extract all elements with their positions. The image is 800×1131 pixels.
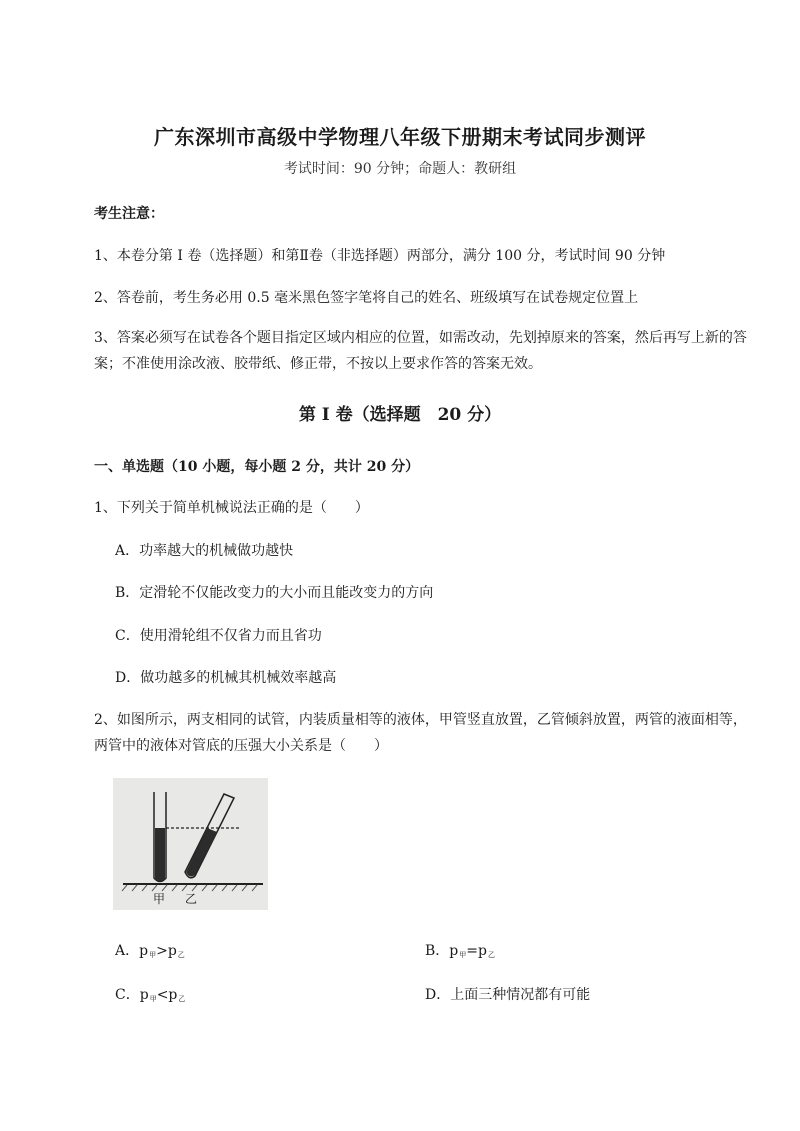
exam-info: 考试时间：90 分钟；命题人：教研组 bbox=[283, 161, 517, 177]
q2-option-d: D．上面三种情况都有可能 bbox=[425, 987, 591, 1003]
label-yi: 乙 bbox=[185, 892, 198, 906]
notice-item-3: 3、答案必须写在试卷各个题目指定区域内相应的位置，如需改动，先划掉原来的答案，然后再写上新的答案；不准使用涂改液、胶带纸、修正带，不按以上要求作答的答案无效。 bbox=[94, 330, 747, 372]
section-title: 第 I 卷（选择题 20 分） bbox=[298, 405, 502, 425]
q2-option-a: A．$p_甲>p_乙$ bbox=[115, 943, 185, 959]
question-2-stem: 2、如图所示，两支相同的试管，内装质量相等的液体，甲管竖直放置，乙管倾斜放置，两管的液面相等，两管中的液体对管底的压强大小关系是（ ） bbox=[94, 712, 747, 754]
notice-item-1: 1、本卷分第 I 卷（选择题）和第Ⅱ卷（非选择题）两部分，满分 100 分，考试时间 90 分钟 bbox=[94, 248, 666, 264]
notice-item-2: 2、答卷前，考生务必用 0.5 毫米黑色签字笔将自己的姓名、班级填写在试卷规定位置上 bbox=[94, 290, 639, 306]
label-jia: 甲 bbox=[153, 892, 166, 906]
question-1-stem: 1、下列关于简单机械说法正确的是（ ） bbox=[94, 500, 369, 516]
q2-option-c: C．$p_甲<p_乙$ bbox=[115, 987, 186, 1003]
q1-option-b: B．定滑轮不仅能改变力的大小而且能改变力的方向 bbox=[115, 585, 434, 601]
test-tube-figure bbox=[113, 778, 268, 910]
part-heading: 一、单选题（10 小题，每小题 2 分，共计 20 分） bbox=[94, 459, 420, 475]
q1-option-c: C．使用滑轮组不仅省力而且省功 bbox=[115, 628, 322, 644]
notice-heading: 考生注意： bbox=[94, 206, 164, 222]
page-title: 广东深圳市高级中学物理八年级下册期末考试同步测评 bbox=[154, 125, 646, 149]
q2-option-b: B．$p_甲=p_乙$ bbox=[425, 943, 495, 959]
q1-option-a: A．功率越大的机械做功越快 bbox=[115, 543, 294, 559]
q1-option-d: D．做功越多的机械其机械效率越高 bbox=[115, 670, 337, 686]
